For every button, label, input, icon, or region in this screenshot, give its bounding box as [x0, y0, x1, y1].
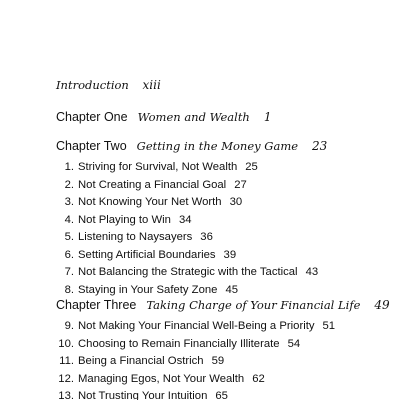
item-page: 45: [225, 283, 239, 296]
item-page: 25: [245, 161, 258, 173]
item-text: Not Creating a Financial Goal: [78, 178, 227, 191]
item-number: 8.: [64, 283, 74, 296]
item-text: Choosing to Remain Financially Illiterate: [78, 337, 280, 350]
toc-item: [58, 336, 335, 354]
chapter-two-heading: [56, 137, 327, 155]
item-number: 10.: [58, 337, 74, 350]
chapter-label: Chapter One: [56, 110, 128, 124]
toc-item: [58, 247, 318, 265]
item-page: 54: [287, 337, 301, 350]
item-number: 11.: [59, 355, 74, 367]
item-page: 43: [305, 266, 319, 278]
chapter-page: 49: [374, 298, 390, 312]
introduction-label: Introduction: [56, 78, 129, 92]
item-number: 2.: [64, 178, 74, 191]
chapter-one-heading: [56, 108, 271, 126]
chapter-page: 23: [312, 139, 328, 153]
item-number: 7.: [64, 266, 74, 278]
chapter-label: Chapter Two: [56, 139, 127, 153]
item-number: 9.: [64, 320, 74, 332]
item-text: Not Balancing the Strategic with the Tactical: [78, 266, 298, 278]
toc-item: [58, 194, 318, 212]
item-text: Managing Egos, Not Your Wealth: [78, 372, 245, 385]
item-page: 34: [178, 213, 192, 226]
item-number: 3.: [64, 196, 74, 208]
introduction-page: xiii: [142, 78, 161, 92]
chapter-title: Getting in the Money Game: [136, 139, 299, 153]
chapter-title: Women and Wealth: [137, 110, 250, 124]
item-number: 1.: [64, 161, 74, 173]
chapter-title: Taking Charge of Your Financial Life: [146, 298, 361, 312]
item-text: Not Knowing Your Net Worth: [78, 196, 222, 208]
item-text: Not Trusting Your Intuition: [78, 390, 208, 400]
item-page: 30: [229, 196, 243, 208]
toc-item: [58, 229, 318, 247]
toc-item: [58, 159, 318, 177]
item-page: 27: [234, 178, 247, 191]
item-text: Listening to Naysayers: [78, 231, 193, 243]
item-number: 6.: [64, 248, 74, 261]
item-text: Being a Financial Ostrich: [78, 355, 204, 367]
item-text: Striving for Survival, Not Wealth: [78, 161, 238, 173]
item-page: 39: [223, 248, 237, 261]
chapter-three-item-list: [58, 318, 335, 400]
item-number: 13.: [58, 390, 74, 400]
toc-introduction: [56, 78, 161, 92]
item-page: 59: [211, 355, 225, 367]
item-number: 5.: [64, 231, 74, 243]
toc-item: [58, 177, 318, 195]
chapter-two-item-list: [58, 159, 318, 299]
item-number: 4.: [64, 213, 74, 226]
item-page: 36: [200, 231, 213, 243]
item-number: 12.: [58, 372, 74, 385]
item-text: Setting Artificial Boundaries: [78, 248, 216, 261]
item-text: Not Making Your Financial Well-Being a Priority: [78, 320, 315, 332]
item-page: 62: [252, 372, 265, 385]
chapter-page: 1: [263, 110, 272, 124]
toc-item: [58, 264, 318, 282]
toc-item: [58, 371, 335, 389]
item-text: Not Playing to Win: [78, 213, 171, 226]
chapter-label: Chapter Three: [56, 298, 137, 312]
item-page: 51: [322, 320, 336, 332]
chapter-three-heading: [56, 296, 390, 314]
item-page: 65: [215, 390, 228, 400]
item-text: Staying in Your Safety Zone: [78, 283, 218, 296]
toc-item: [58, 318, 335, 336]
toc-item: [58, 353, 335, 371]
toc-item: [58, 212, 318, 230]
toc-item: [58, 388, 335, 400]
